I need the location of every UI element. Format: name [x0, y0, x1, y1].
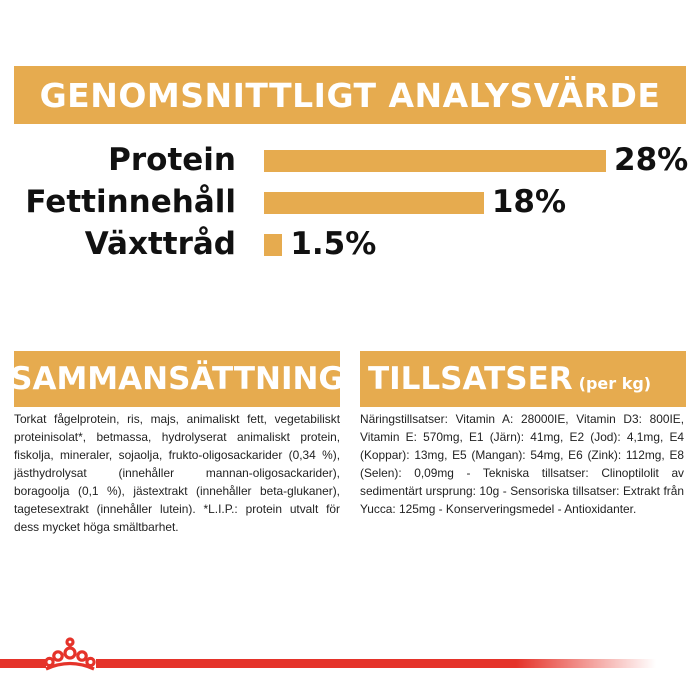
bar-category-label: Fettinnehåll	[25, 184, 236, 220]
bar-category-label: Protein	[108, 142, 236, 178]
bar-value-label: 1.5%	[290, 226, 377, 262]
additives-text: Näringstillsatser: Vitamin A: 28000IE, Vitamin D3: 800IE, Vitamin E: 570mg, E1 (Järn): 41mg, E2 (Jod): 4,1mg, E4 (Koppar): 13mg, E5 (Mangan): 54mg, E6 (Zink): 112mg, E8 (Selen): 0,09mg - Tekniska tillsatser: Clinoptilolit av sedimentärt ursprung: 10g - Sensoriska tillsatser: Extrakt från Yucca: 125mg - Konserveringsmedel - Antioxidanter.	[360, 412, 684, 516]
composition-text: Torkat fågelprotein, ris, majs, animaliskt fett, vegetabiliskt proteinisolat*, betmassa, hydrolyserat animaliskt protein, fiskolja, mineraler, sojaolja, frukto-oligosackarider (0,34 %), jästhydrolysat (innehåller mannan-oligosackarider), boragoolja (0,1 %), jästextrakt (innehåller beta-glukaner), tagetesextrakt (innehåller lutein). *L.I.P.: protein utvalt för dess mycket höga smältbarhet.	[14, 412, 340, 534]
additives-title-banner	[360, 351, 686, 407]
bar	[264, 192, 484, 214]
footer-line-left	[0, 659, 46, 668]
royal-canin-crown-icon	[44, 636, 96, 672]
footer-line	[96, 659, 656, 668]
additives-title-suffix: (per kg)	[578, 374, 652, 393]
analysis-bar-chart	[0, 140, 700, 270]
bar-value-label: 18%	[491, 184, 567, 220]
bar-row	[0, 140, 700, 180]
additives-title: TILLSATSER	[368, 361, 573, 397]
composition-title: SAMMANSÄTTNING	[14, 351, 340, 407]
bar-row	[0, 224, 700, 264]
analysis-title: GENOMSNITTLIGT ANALYSVÄRDE	[14, 66, 686, 124]
bar	[264, 150, 606, 172]
bar	[264, 234, 282, 256]
bar-row	[0, 182, 700, 222]
bar-category-label: Växttråd	[84, 226, 236, 262]
bar-value-label: 28%	[614, 142, 689, 178]
